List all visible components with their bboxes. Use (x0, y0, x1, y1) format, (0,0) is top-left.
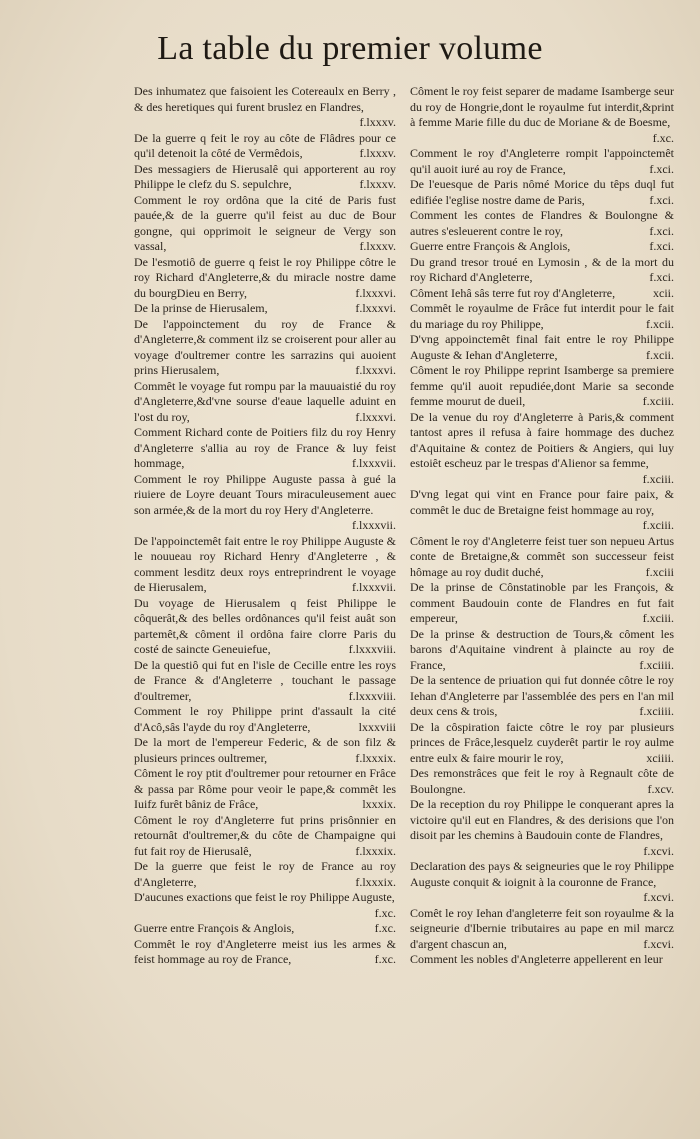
entry-text: De la guerre que feist le roy de France au roy d'Angleterre, (134, 859, 396, 889)
entry-text: D'vng appoinctemêt final fait entre le roy Philippe Auguste & Iehan d'Angleterre, (410, 332, 674, 362)
table-entry (134, 859, 396, 890)
entry-text: Côment le roy d'Angleterre fut prins prisônnier en retournât d'oultremer,& du côte de Champaigne qui fut fait roy de Hierusalê, (134, 812, 396, 858)
folio-number: f.xci. (649, 192, 674, 207)
folio-number: f.lxxxviii. (348, 688, 396, 703)
table-entry (134, 317, 396, 379)
entry-text: Côment le roy feist separer de madame Isamberge seur du roy de Hongrie,dont le royaulme fut interdit,&print à femme Marie fille du duc de Moriane & de Boesme, (410, 84, 674, 129)
entry-text: Declaration des pays & seigneuries que le roy Philippe Auguste conquit & ioignit à la couronne de France, (410, 859, 674, 889)
folio-number: f.xcvi. (643, 890, 674, 904)
table-entry (410, 286, 674, 302)
entry-text: Côment le roy ptit d'oultremer pour retourner en Frâce & passa par Rôme pour veoir le pape,& commêt les Iuifz furêt bâniz de Frâce, (134, 766, 396, 811)
entry-text: Comment Richard conte de Poitiers filz du roy Henry d'Angleterre s'allia au roy de France & luy feist hommage, (134, 425, 396, 470)
table-entry (410, 146, 674, 177)
table-entry (410, 410, 674, 488)
entry-text: De l'appoinctement du roy de France & d'Angleterre,& comment ilz se croiserent pour aller au voyage d'oultremer contre les sarrazins qui auoient prins Hierusalem, (134, 316, 396, 377)
folio-number: f.xci. (649, 223, 674, 238)
table-entry (134, 890, 396, 921)
entry-text: De la venue du roy d'Angleterre à Paris,& comment tantost apres il refusa à faire hommage des duchez d'Aquitaine & contez de Poitiers & Angiers, qui luy estoiêt escheuz par le trespas d'Alienor sa femme, (410, 409, 674, 470)
table-entry (410, 906, 674, 953)
entry-text: De la côspiration faicte côtre le roy par plusieurs princes de Frâce,lesquelz cuyderêt partir le roy aulme entre eulx & faire mourir le roy, (410, 719, 674, 765)
folio-number: f.lxxxvi. (355, 301, 396, 315)
folio-number: f.xci. (649, 239, 674, 253)
left-column (134, 84, 396, 968)
table-entry (410, 797, 674, 859)
table-entry (410, 332, 674, 363)
page-title: La table du premier volume (157, 30, 543, 67)
table-entry (134, 766, 396, 813)
table-entry (134, 425, 396, 472)
entry-text: Comment le roy Philippe print d'assault la cité d'Acô,sâs l'ayde du roy d'Angleterre, (134, 704, 396, 734)
table-entry (134, 704, 396, 735)
table-entry (134, 162, 396, 193)
table-entry (134, 596, 396, 658)
folio-number: f.xcv. (647, 781, 674, 796)
folio-number: f.xci. (649, 270, 674, 284)
entry-text: Comment les nobles d'Angleterre appellerent en leur (410, 952, 663, 966)
entry-text: De la prinse de Hierusalem, (134, 301, 268, 315)
table-entry (134, 813, 396, 860)
folio-number: f.xci. (649, 161, 674, 176)
entry-text: Comment le roy Philippe Auguste passa à gué la riuiere de Loyre deuant Tours miraculeusement auec son armée,& de la mort du roy Hery d'Angleterre. (134, 471, 396, 517)
table-entry (134, 534, 396, 596)
entry-text: De la mort de l'empereur Federic, & de son filz & plusieurs princes oultremer, (134, 735, 396, 765)
folio-number: f.xciii. (642, 471, 674, 486)
entry-text: Guerre entre François & Anglois, (134, 921, 295, 935)
table-entry (134, 255, 396, 302)
entry-text: Du grand tresor troué en Lymosin , & de la mort du roy Richard d'Angleterre, (410, 254, 674, 284)
table-entry (134, 131, 396, 162)
entry-text: Comment les contes de Flandres & Boulongne & autres s'esleuerent contre le roy, (410, 208, 674, 238)
folio-number: f.lxxxvi. (355, 363, 396, 377)
folio-number: f.lxxxvii. (352, 580, 396, 594)
table-entry (134, 301, 396, 317)
folio-number: f.lxxxix. (355, 874, 396, 889)
table-entry (134, 921, 396, 937)
right-column (410, 84, 674, 968)
folio-number: f.xc. (374, 905, 396, 920)
entry-text: D'vng legat qui vint en France pour faire paix, & commêt le duc de Bretaigne feist hommage au roy, (410, 487, 674, 517)
entry-text: De la prinse & destruction de Tours,& côment les barons d'Aquitaine vindrent à plaincte au roy de France, (410, 626, 674, 672)
table-entry (410, 534, 674, 581)
folio-number: f.xcvi. (643, 936, 674, 951)
entry-text: Côment Iehâ sâs terre fut roy d'Angleterre, (410, 285, 616, 300)
entry-text: Des messagiers de Hierusalê qui apporterent au roy Philippe le clefz du S. sepulchre, (134, 161, 396, 191)
folio-number: f.lxxxv. (359, 115, 396, 129)
table-entry (134, 735, 396, 766)
entry-text: D'aucunes exactions que feist le roy Philippe Auguste, (134, 890, 395, 904)
table-entry (134, 379, 396, 426)
folio-number: f.lxxxvi. (355, 285, 396, 300)
table-entry (134, 937, 396, 968)
entry-text: De l'euesque de Paris nômé Morice du têps duql fut edifiée l'eglise nostre dame de Paris, (410, 177, 674, 207)
table-entry (410, 766, 674, 797)
entry-text: Comêt le roy Iehan d'angleterre feit son royaulme & la seigneurie d'Ibernie tributaires au pape en mil marcz d'argent chascun an, (410, 905, 674, 951)
folio-number: f.lxxxv. (359, 177, 396, 191)
table-entry (410, 301, 674, 332)
folio-number: f.xciii. (642, 611, 674, 625)
entry-text: Des inhumatez que faisoient les Cotereaulx en Berry , & des heretiques qui furent bruslez en Flandres, (134, 84, 396, 114)
table-entry (410, 720, 674, 767)
entry-text: Comment le roy ordôna que la cité de Paris fust pauée,& de la guerre qu'il feist au duc de Bour gongne, qui opprimoit le seigneur de Vergy son vassal, (134, 192, 396, 253)
table-entry (410, 239, 674, 255)
table-entry (410, 208, 674, 239)
folio-number: f.lxxxv. (359, 146, 396, 160)
table-entry (134, 658, 396, 705)
table-entry (410, 84, 674, 146)
entry-text: De la questiô qui fut en l'isle de Cecille entre les roys de France & d'Angleterre , touchant le passage d'oultremer, (134, 657, 396, 703)
entry-text: De la prinse de Cônstatinoble par les François, & comment Baudouin conte de Flandres en fut fait empereur, (410, 580, 674, 625)
entry-text: Guerre entre François & Anglois, (410, 239, 571, 253)
table-entry (134, 84, 396, 131)
folio-number: lxxxviii (358, 719, 396, 734)
table-entry (410, 673, 674, 720)
folio-number: f.lxxxv. (359, 239, 396, 253)
entry-text: Côment le roy Philippe reprint Isamberge sa premiere femme qu'il auoit repudiée,dont Marie sa seconde femme mourut de dueil, (410, 363, 674, 408)
folio-number: f.lxxxvii. (352, 518, 396, 532)
entry-text: Commêt le royaulme de Frâce fut interdit pour le fait du mariage du roy Philippe, (410, 301, 674, 331)
folio-number: f.xc. (652, 130, 674, 145)
table-entry (410, 177, 674, 208)
table-entry (134, 193, 396, 255)
folio-number: f.xc. (374, 921, 396, 935)
entry-text: Des remonstrâces que feit le roy à Regnault côte de Boulongne. (410, 766, 674, 796)
folio-number: f.lxxxix. (355, 750, 396, 765)
entry-text: Commêt le roy d'Angleterre meist ius les armes & feist hommage au roy de France, (134, 936, 396, 966)
folio-number: f.lxxxvii. (352, 456, 396, 470)
folio-number: f.lxxxix. (355, 843, 396, 858)
entry-text: De l'appoinctemêt fait entre le roy Philippe Auguste & le nouueau roy Richard Henry d'Angleterre , & comment lesditz deux roys entreprindrent le voyage de Hierusalem, (134, 533, 396, 594)
folio-number: f.xciii. (642, 394, 674, 408)
table-entry (410, 952, 674, 968)
table-entry (410, 580, 674, 627)
entry-text: De la guerre q feit le roy au côte de Flâdres pour ce qu'il detenoit la côté de Vermêdois, (134, 130, 396, 160)
entry-text: Commêt le voyage fut rompu par la mauuaistié du roy d'Angleterre,&d'vne sourse d'eaue laquelle aduint en l'ost du roy, (134, 378, 396, 424)
folio-number: f.xcii. (646, 316, 674, 331)
folio-number: f.lxxxviii. (348, 642, 396, 656)
folio-number: lxxxix. (362, 797, 396, 811)
entry-text: Côment le roy d'Angleterre feist tuer son nepueu Artus conte de Bretaigne,& commêt son successeur feist hômage au roy dudit duché, (410, 533, 674, 579)
folio-number: f.xcii. (646, 347, 674, 362)
folio-number: xcii. (653, 285, 674, 300)
entry-text: De la sentence de priuation qui fut donnée côtre le roy Iehan d'Angleterre par l'assemblée des pers en l'an mil deux cens & trois, (410, 673, 674, 718)
entry-text: De la reception du roy Philippe le conquerant apres la victoire qu'il eut en Flandres, & des derisions que l'on disoit par les chemins à Baudouin conte de Flandres, (410, 797, 674, 842)
folio-number: f.xciiii. (639, 657, 674, 672)
folio-number: f.xciiii. (639, 704, 674, 718)
entry-text: De l'esmotiô de guerre q feist le roy Philippe côtre le roy Richard d'Angleterre,& du miracle nostre dame du bourgDieu en Berry, (134, 254, 396, 300)
folio-number: f.xciii (645, 564, 674, 579)
folio-number: f.xc. (374, 952, 396, 966)
table-entry (410, 627, 674, 674)
folio-number: f.lxxxvi. (355, 409, 396, 424)
table-entry (410, 859, 674, 906)
table-entry (410, 487, 674, 534)
folio-number: xciiii. (646, 750, 674, 765)
table-entry (134, 472, 396, 534)
entry-text: Du voyage de Hierusalem q feist Philippe le côquerât,& des belles ordônances qu'il feist auât son partemêt,& côment il ordôna faire clorre Paris du costé de saincte Geneuiefue, (134, 595, 396, 656)
table-entry (410, 255, 674, 286)
table-entry (410, 363, 674, 410)
folio-number: f.xcvi. (643, 843, 674, 858)
entry-text: Comment le roy d'Angleterre rompit l'appoinctemêt qu'il auoit iuré au roy de France, (410, 146, 674, 176)
folio-number: f.xciii. (642, 518, 674, 532)
